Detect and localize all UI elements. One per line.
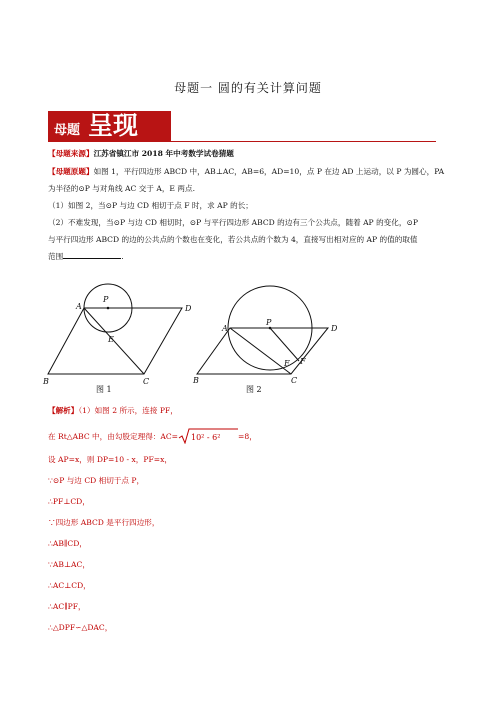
figure-1-center-point: [107, 307, 110, 310]
source-text: 江苏省镇江市 2018 年中考数学试卷猜题: [93, 149, 234, 158]
figure-1-label-a: A: [76, 302, 82, 311]
figure-2: [190, 280, 350, 400]
solution-line-4: ∵⊙P 与边 CD 相切于点 P，: [48, 476, 145, 485]
sqrt-expression: [178, 428, 238, 446]
figure-2-diagonal: [230, 328, 291, 374]
banner-small-text: 母题: [54, 123, 81, 138]
solution-line-1: 【解析】（1）如图 2 所示，连接 PF，: [48, 406, 178, 415]
problem-q2-line-3: 范围 .: [48, 248, 456, 265]
problem-q2-line-1: （2）不难发现，当⊙P 与边 CD 相切时，⊙P 与平行四边形 ABCD 的边有三个公共点，随着 AP 的变化，⊙P: [48, 218, 418, 227]
svg-text:10² - 6²: 10² - 6²: [191, 433, 221, 442]
figure-2-parallelogram: [197, 328, 328, 374]
banner-underline: [48, 141, 436, 142]
problem-block: [48, 163, 456, 265]
source-label: 【母题来源】: [48, 149, 94, 158]
source-line: [48, 145, 456, 162]
solution-line-8: ∵AB⊥AC，: [48, 560, 90, 569]
figure-2-label-d: D: [331, 324, 338, 333]
solution-line-11: ∴△DPF∽△DAC，: [48, 623, 113, 632]
figure-2-label-b: B: [193, 376, 199, 385]
figure-2-label-f: F: [300, 357, 306, 366]
problem-q1: （1）如图 2，当⊙P 与边 CD 相切于点 F 时，求 AP 的长；: [48, 201, 253, 210]
solution-line-9: ∴AC⊥CD，: [48, 581, 91, 590]
figure-2-label-c: C: [291, 376, 298, 385]
figure-1-label-d: D: [185, 304, 192, 313]
figure-1-label-e: E: [108, 335, 114, 344]
figure-1-label-c: C: [143, 377, 150, 386]
figure-1-label-b: B: [43, 377, 49, 386]
answer-blank: [63, 249, 121, 259]
figure-2-label-e: E: [284, 359, 290, 368]
problem-line-2: 为半径的⊙P 与对角线 AC 交于 A，E 两点.: [48, 184, 195, 193]
page-title: 母题一 圆的有关计算问题: [174, 81, 322, 95]
solution-line-3: 设 AP=x，则 DP=10 - x，PF=x，: [48, 455, 172, 464]
sqrt-sign-icon: [178, 428, 238, 444]
figure-2-radius-pf: [270, 328, 299, 361]
solution-label: 【解析】: [48, 406, 79, 415]
figure-1-parallelogram: [48, 308, 182, 374]
solution-line-10: ∴AC∥PF，: [48, 602, 86, 611]
solution-line-6: ∵四边形 ABCD 是平行四边形，: [48, 518, 160, 527]
figure-2-caption: 图 2: [246, 385, 262, 394]
figure-1-label-p: P: [103, 295, 109, 304]
banner-big-text: 呈现: [88, 111, 139, 140]
problem-q2-line-2: 与平行四边形 ABCD 的边的公共点的个数也在变化，若公共点的个数为 4，直接写出相对应的 AP 的值的取值: [48, 235, 418, 244]
solution-line-5: ∴PF⊥CD，: [48, 497, 90, 506]
solution-line-2: 在 Rt△ABC 中，由勾股定理得：AC= 10² - 6² =8，: [48, 428, 257, 446]
section-banner: [48, 111, 171, 141]
figure-1-diagonal: [84, 308, 144, 374]
figure-2-label-p: P: [266, 318, 272, 327]
figure-1-caption: 图 1: [96, 385, 112, 394]
figure-2-label-a: A: [222, 324, 228, 333]
figure-1: [40, 280, 215, 400]
problem-label: 【母题原题】: [48, 167, 94, 176]
solution-line-7: ∴AB∥CD，: [48, 539, 87, 548]
problem-line-1: 【母题原题】如图 1，平行四边形 ABCD 中，AB⊥AC，AB=6，AD=10，点 P 在边 AD 上运动，以 P 为圆心，PA: [48, 167, 445, 176]
figure-2-center-point: [269, 327, 272, 330]
